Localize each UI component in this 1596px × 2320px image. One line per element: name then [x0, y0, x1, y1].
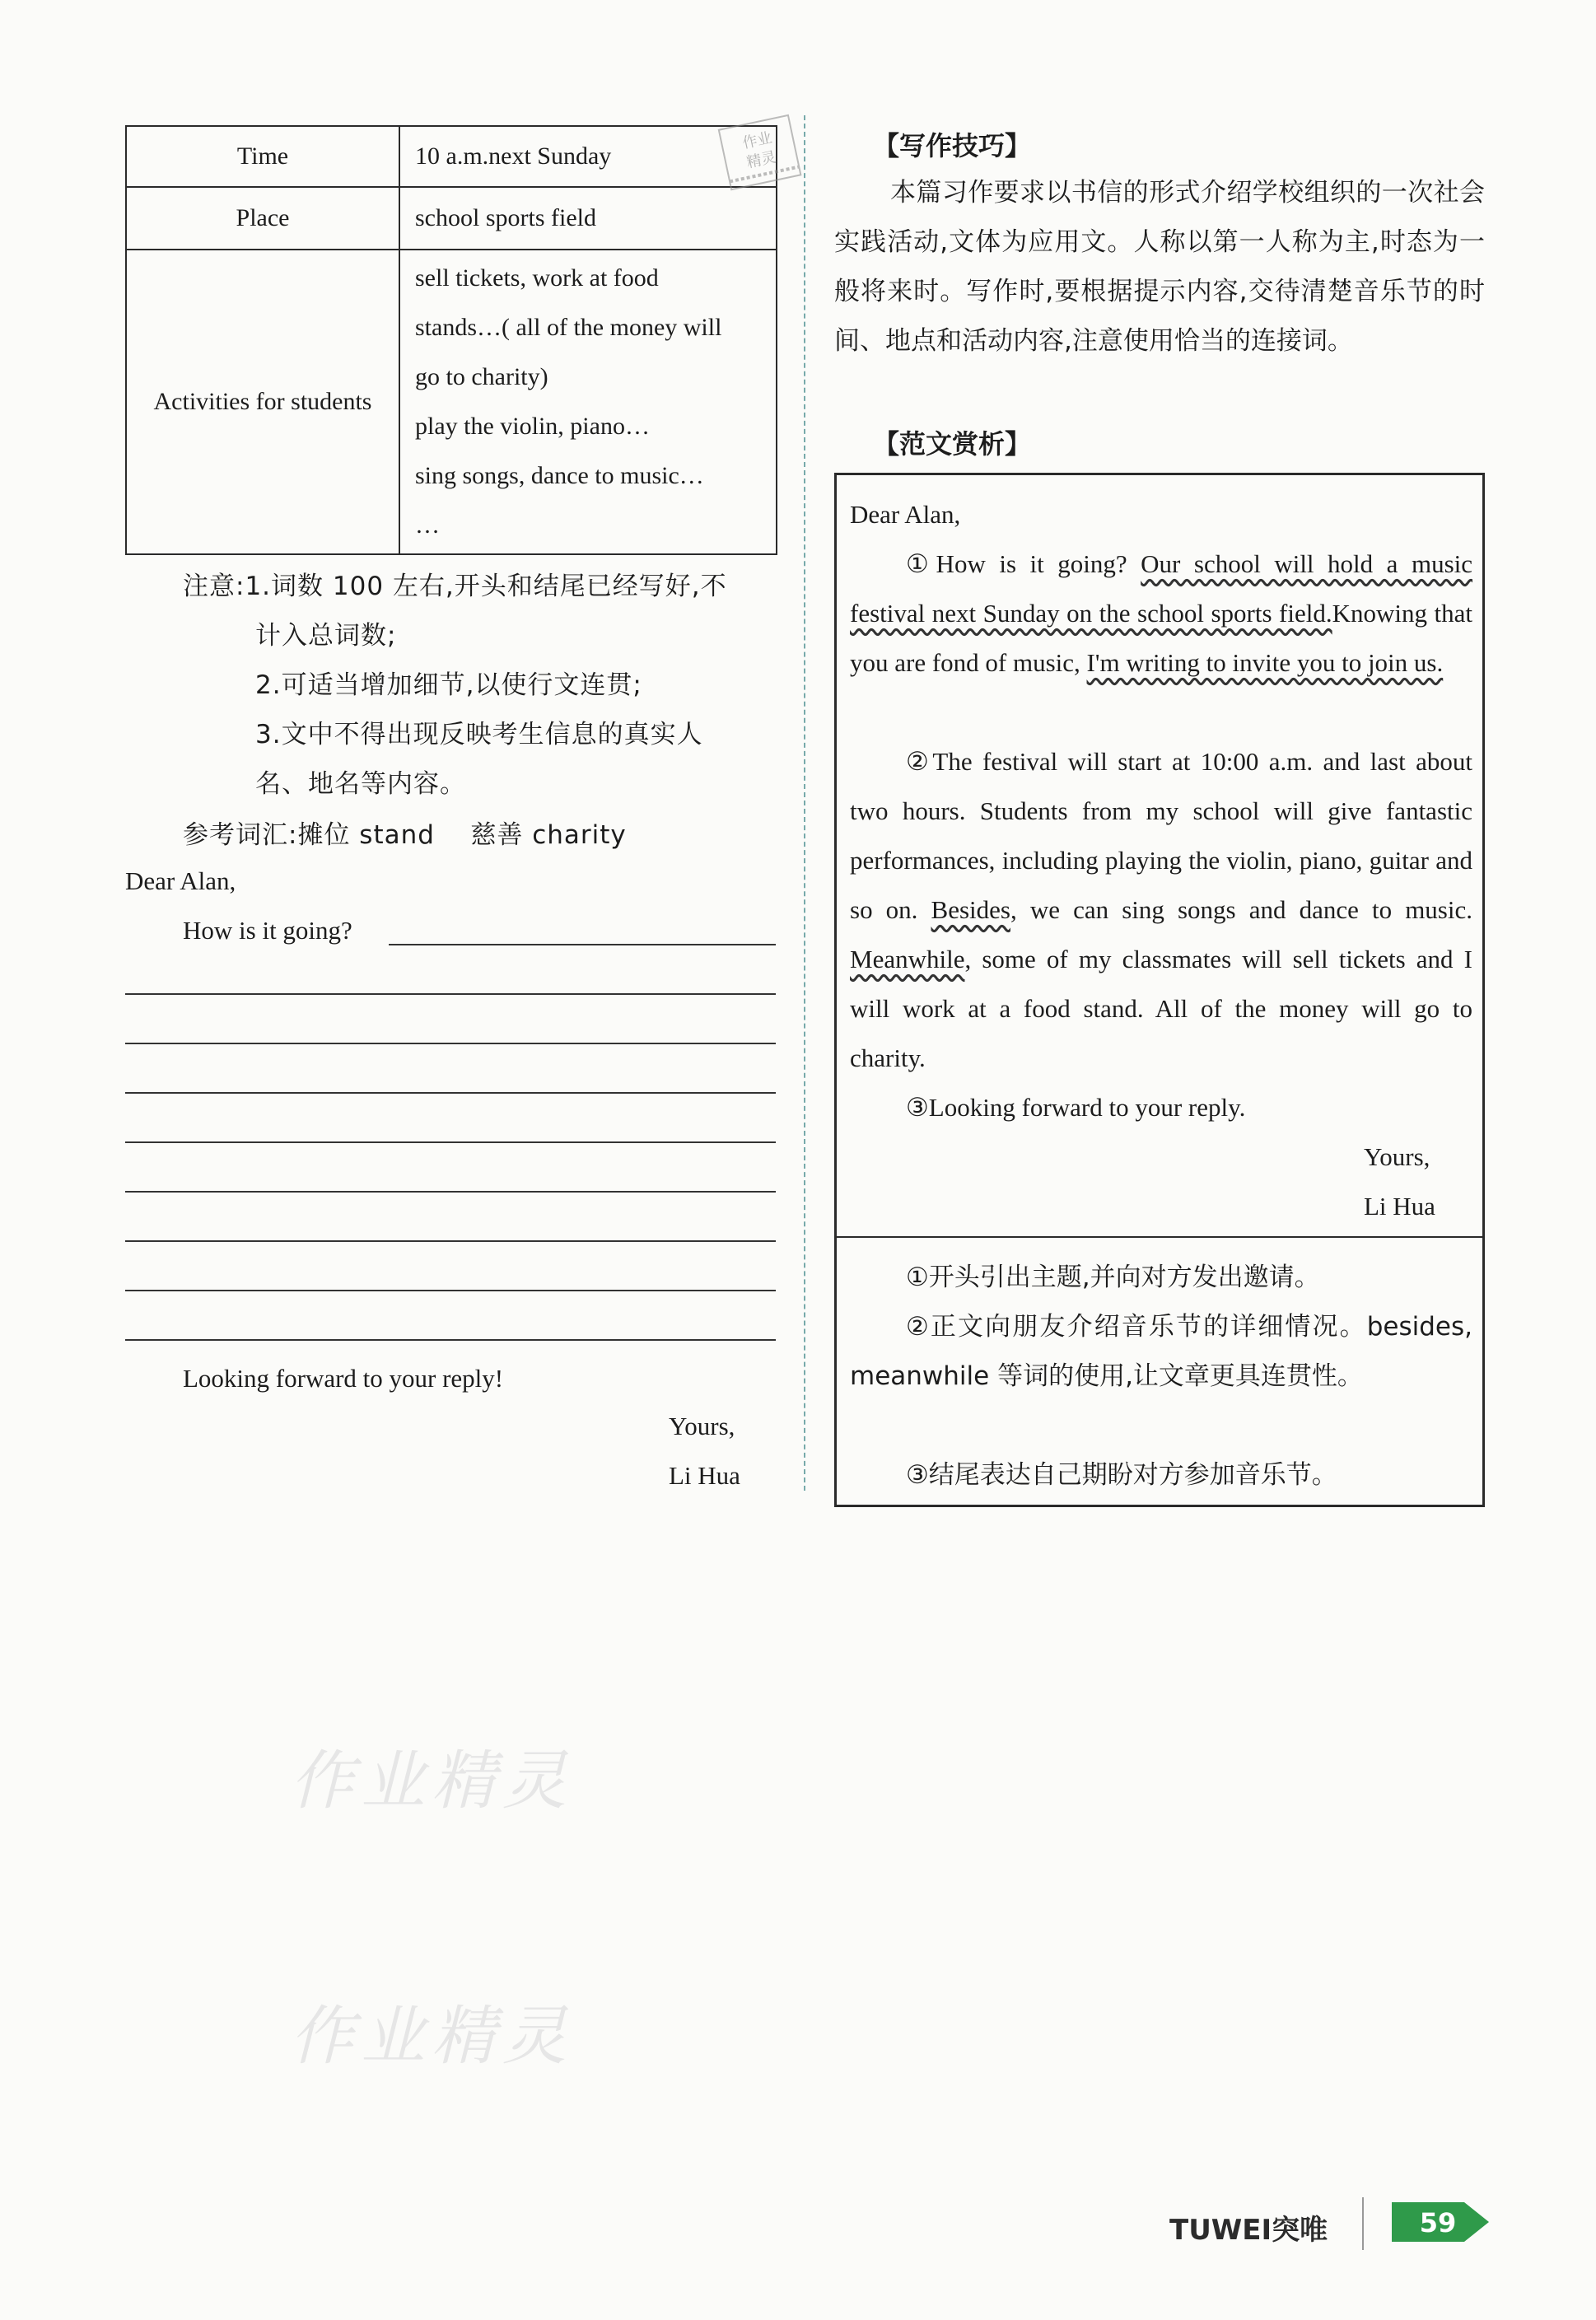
letter-signoff: Yours,: [669, 1412, 735, 1440]
activity-line: stands…( all of the money will: [415, 314, 722, 341]
writing-line[interactable]: [389, 944, 776, 945]
letter-opening: How is it going?: [183, 916, 352, 945]
writing-line[interactable]: [125, 1191, 776, 1193]
page-number: 59: [1419, 2207, 1457, 2238]
model-heading: 【范文赏析】: [873, 428, 1032, 460]
letter-salutation: Dear Alan,: [125, 866, 236, 895]
model-highlight: Meanwhile: [850, 945, 965, 973]
model-highlight: Besides: [931, 895, 1010, 924]
svg-text:精灵: 精灵: [744, 148, 778, 172]
note-line: 3.文中不得出现反映考生信息的真实人: [255, 720, 703, 749]
note-line: 名、地名等内容。: [255, 769, 466, 799]
letter-closing: Looking forward to your reply!: [183, 1364, 504, 1393]
writing-line[interactable]: [125, 1290, 776, 1291]
writing-line[interactable]: [125, 993, 776, 995]
table-value: school sports field: [399, 187, 777, 250]
vocab-hint: 参考词汇:摊位 stand 慈善 charity: [183, 820, 627, 850]
model-paragraph-1: [850, 539, 1472, 688]
model-text: , we can sing songs and dance to music.: [1010, 895, 1472, 924]
watermark: 作业精灵: [290, 1744, 574, 1818]
activity-line: …: [415, 511, 440, 539]
model-text: Knowing that you are fond of music,: [850, 599, 1473, 677]
model-essay-box: [834, 473, 1485, 1507]
model-text: , some of my classmates will sell tickets and I will work at a food stand. All of the money will go to charity.: [850, 945, 1472, 1072]
table-key: Time: [126, 126, 399, 187]
note-line: 2.可适当增加细节,以使行文连贯;: [255, 670, 642, 700]
analysis-2: ②正文向朋友介绍音乐节的详细情况。besides, meanwhile 等词的使用,让文章更具连贯性。: [850, 1312, 1472, 1391]
note-line: 计入总词数;: [255, 621, 397, 651]
writing-line[interactable]: [125, 1092, 776, 1094]
svg-text:作业: 作业: [740, 128, 774, 152]
table-row: [126, 187, 777, 250]
brand-logo: TUWEI突唯: [1169, 2214, 1328, 2247]
column-divider: [804, 115, 805, 1491]
writing-line[interactable]: [125, 1043, 776, 1044]
tips-heading: 【写作技巧】: [873, 130, 1032, 161]
model-salutation: Dear Alan,: [850, 500, 961, 529]
activity-line: play the violin, piano…: [415, 413, 650, 440]
letter-name: Li Hua: [669, 1461, 740, 1490]
table-row: [126, 250, 777, 554]
table-key: Place: [126, 187, 399, 250]
model-paragraph-3: ③Looking forward to your reply.: [906, 1093, 1246, 1122]
info-table: [125, 125, 777, 555]
analysis-3: ③结尾表达自己期盼对方参加音乐节。: [906, 1460, 1337, 1490]
writing-line[interactable]: [125, 1240, 776, 1242]
activity-line: sing songs, dance to music…: [415, 462, 704, 489]
model-text: ②The festival will start at 10:00 a.m. and last about two hours. Students from my school will give fantastic performances, including playing the violin, piano, guitar and so on.: [850, 747, 1472, 924]
table-key: Activities for students: [126, 250, 399, 554]
activity-line: go to charity): [415, 363, 548, 390]
model-name: Li Hua: [1364, 1192, 1435, 1221]
model-paragraph-2: [850, 737, 1472, 1083]
analysis-1: ①开头引出主题,并向对方发出邀请。: [906, 1263, 1320, 1292]
stamp-icon: [707, 109, 814, 199]
writing-line[interactable]: [125, 1339, 776, 1341]
model-highlight: Our school will hold a music festival next Sunday on the school sports field.: [850, 549, 1473, 628]
model-highlight: I'm writing to invite you to join us.: [1086, 648, 1444, 677]
table-row: [126, 126, 777, 187]
watermark: 作业精灵: [290, 2000, 574, 2074]
model-signoff: Yours,: [1364, 1142, 1430, 1171]
essay-separator: [837, 1236, 1482, 1238]
activity-line: sell tickets, work at food: [415, 264, 659, 292]
model-text: ①How is it going?: [906, 549, 1141, 578]
table-value-activities: [399, 250, 777, 554]
table-value: 10 a.m.next Sunday: [399, 126, 777, 187]
writing-line[interactable]: [125, 1141, 776, 1143]
tips-text: 本篇习作要求以书信的形式介绍学校组织的一次社会实践活动,文体为应用文。人称以第一人称为主,时态为一般将来时。写作时,要根据提示内容,交待清楚音乐节的时间、地点和活动内容,注意使用恰当的连接词。: [834, 178, 1485, 356]
note-line: 注意:1.词数 100 左右,开头和结尾已经写好,不: [183, 572, 727, 601]
footer-divider: [1362, 2197, 1364, 2250]
